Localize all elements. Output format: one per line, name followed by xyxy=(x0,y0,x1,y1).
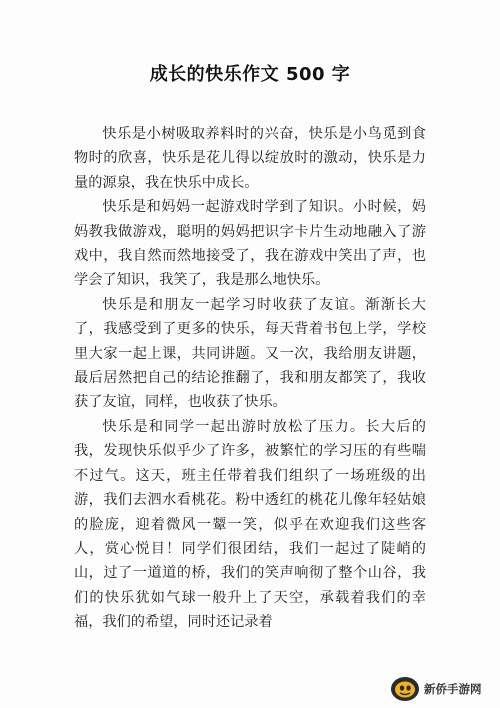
watermark-text: 新侨手游网 xyxy=(424,682,482,696)
document-body xyxy=(74,122,426,635)
document-title: 成长的快乐作文 500 字 xyxy=(149,64,351,85)
paragraph: 快乐是小树吸取养料时的兴奋，快乐是小鸟觅到食物时的欣喜，快乐是花儿得以绽放时的激动，快乐是力量的源泉，我在快乐中成长。 xyxy=(74,126,426,191)
site-watermark xyxy=(390,674,494,704)
paragraph: 快乐是和同学一起出游时放松了压力。长大后的我，发现快乐似乎少了许多，被繁忙的学习压的有些喘不过气。这天，班主任带着我们组织了一场班级的出游，我们去泗水看桃花。粉中透红的桃花儿像年轻姑娘的脸庞，迎着微风一颦一笑，似乎在欢迎我们这些客人，赏心悦目！同学们很团结，我们一起过了陡峭的山，过了一道道的桥，我们的笑声响彻了整个山谷，我们的快乐犹如气球一般升上了天空，承载着我们的幸福，我们的希望，同时还记录着 xyxy=(74,418,426,631)
watermark-logo-icon xyxy=(390,675,420,703)
paragraph: 快乐是和妈妈一起游戏时学到了知识。小时候，妈妈教我做游戏，聪明的妈妈把识字卡片生动地融入了游戏中，我自然而然地接受了，我在游戏中笑出了声，也学会了知识，我笑了，我是那么地快乐。 xyxy=(74,199,426,289)
paragraph: 快乐是和朋友一起学习时收获了友谊。渐渐长大了，我感受到了更多的快乐，每天背着书包上学，学校里大家一起上课，共同讲题。又一次，我给朋友讲题，最后居然把自己的结论推翻了，我和朋友都笑了，我收获了友谊，同样，也收获了快乐。 xyxy=(74,296,426,411)
